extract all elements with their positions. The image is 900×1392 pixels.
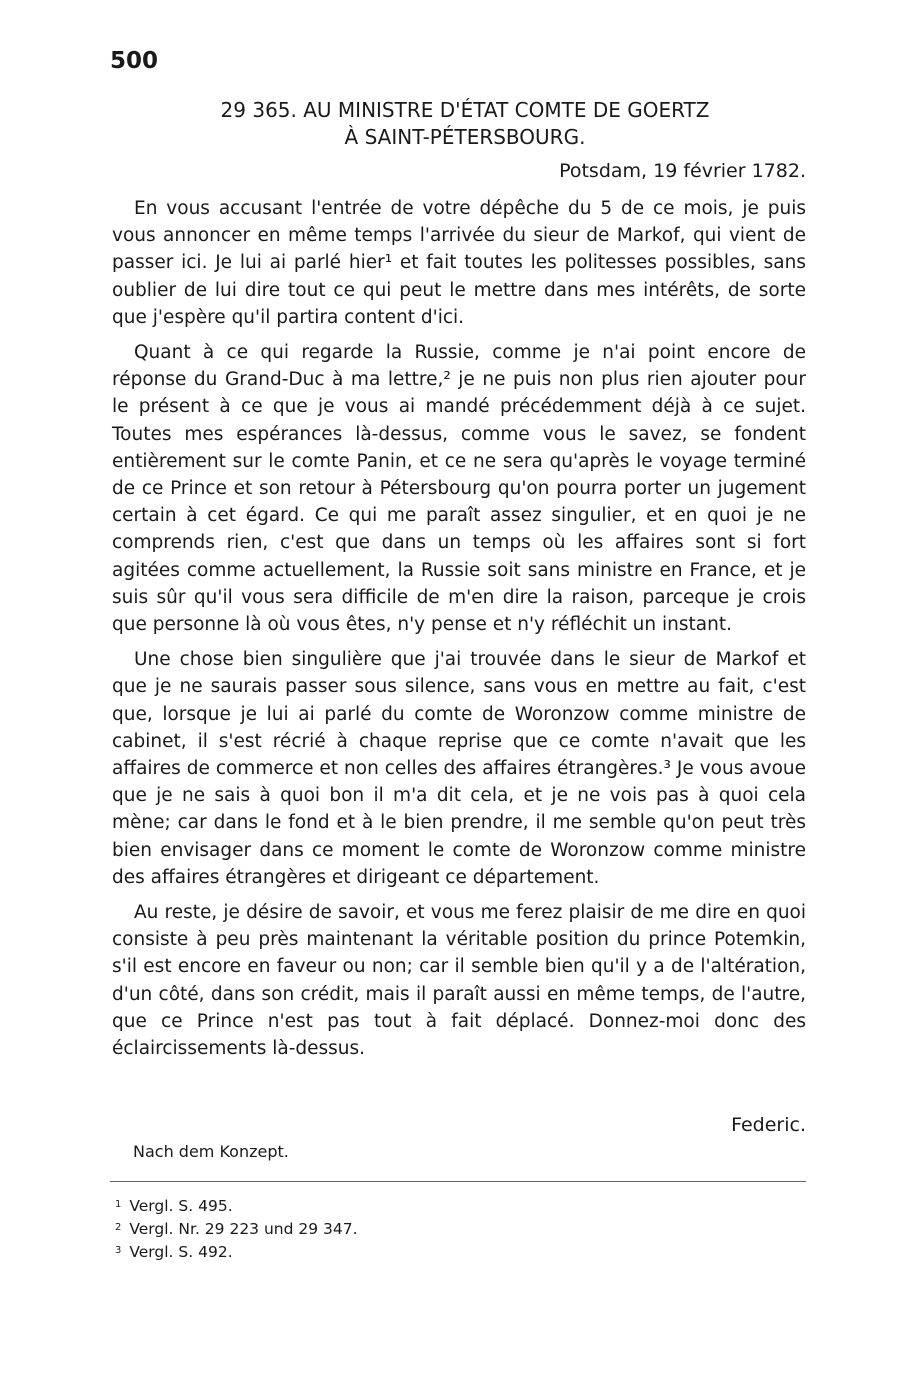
footnote: [115, 1217, 358, 1240]
footnote-text: Vergl. Nr. 29 223 und 29 347.: [129, 1220, 358, 1238]
footnote-divider: [110, 1181, 806, 1182]
footnote-mark: 1: [115, 1199, 122, 1210]
dateline: Potsdam, 19 février 1782.: [559, 160, 806, 182]
document-heading-line-2: À SAINT-PÉTERSBOURG.: [344, 125, 586, 149]
letter-body: [112, 195, 806, 1070]
footnote: [115, 1240, 358, 1263]
footnote-mark: 3: [115, 1245, 122, 1256]
footnote: [115, 1194, 358, 1217]
footnote-text: Vergl. S. 492.: [129, 1243, 233, 1261]
paragraph: Une chose bien singulière que j'ai trouvée dans le sieur de Markof et que je ne saurais passer sous silence, sans vous en mettre au fait, c'est que, lorsque je lui ai parlé du comte de Woronzow comme ministre de cabinet, il s'est récrié à chaque reprise que ce comte n'avait que les affaires de commerce et non celles des affaires étrangères.³ Je vous avoue que je ne sais à quoi bon il m'a dit cela, et je ne vois pas à quoi cela mène; car dans le fond et à le bien prendre, il me semble qu'on peut très bien envisager dans ce moment le comte de Woronzow comme ministre des affaires étrangères et dirigeant ce département.: [112, 649, 806, 888]
page-number: 500: [110, 48, 159, 74]
paragraph: Quant à ce qui regarde la Russie, comme je n'ai point encore de réponse du Grand-Duc à ma lettre,² je ne puis non plus rien ajouter pour le présent à ce que je vous ai mandé précédemment déjà à ce sujet. Toutes mes espérances là-dessus, comme vous le savez, se fondent entièrement sur le comte Panin, et ce ne sera qu'après le voyage terminé de ce Prince et son retour à Pétersbourg qu'on pourra porter un jugement certain à cet égard. Ce qui me paraît assez singulier, et en quoi je ne comprends rien, c'est que dans un temps où les affaires sont si fort agitées comme actuellement, la Russie soit sans ministre en France, et je suis sûr qu'il vous sera difficile de m'en dire la raison, parceque je crois que personne là où vous êtes, n'y pense et n'y réfléchit un instant.: [112, 342, 806, 636]
footnote-text: Vergl. S. 495.: [129, 1197, 233, 1215]
signature: Federic.: [731, 1114, 806, 1136]
paragraph: Au reste, je désire de savoir, et vous me ferez plaisir de me dire en quoi consiste à peu près maintenant la véritable position du prince Potemkin, s'il est encore en faveur ou non; car il semble bien qu'il y a de l'altération, d'un côté, dans son crédit, mais il paraît aussi en même temps, de l'autre, que ce Prince n'est pas tout à fait déplacé. Donnez-moi donc des éclaircissements là-dessus.: [112, 902, 806, 1060]
footnote-mark: 2: [115, 1222, 122, 1233]
document-heading-line-1: 29 365. AU MINISTRE D'ÉTAT COMTE DE GOERTZ: [220, 98, 710, 122]
footnotes: [115, 1194, 358, 1263]
paragraph: En vous accusant l'entrée de votre dépêche du 5 de ce mois, je puis vous annoncer en même temps l'arrivée du sieur de Markof, qui vient de passer ici. Je lui ai parlé hier¹ et fait toutes les politesses possibles, sans oublier de lui dire tout ce qui peut le mettre dans mes intérêts, de sorte que j'espère qu'il partira content d'ici.: [112, 198, 806, 328]
source-note: Nach dem Konzept.: [133, 1142, 289, 1161]
